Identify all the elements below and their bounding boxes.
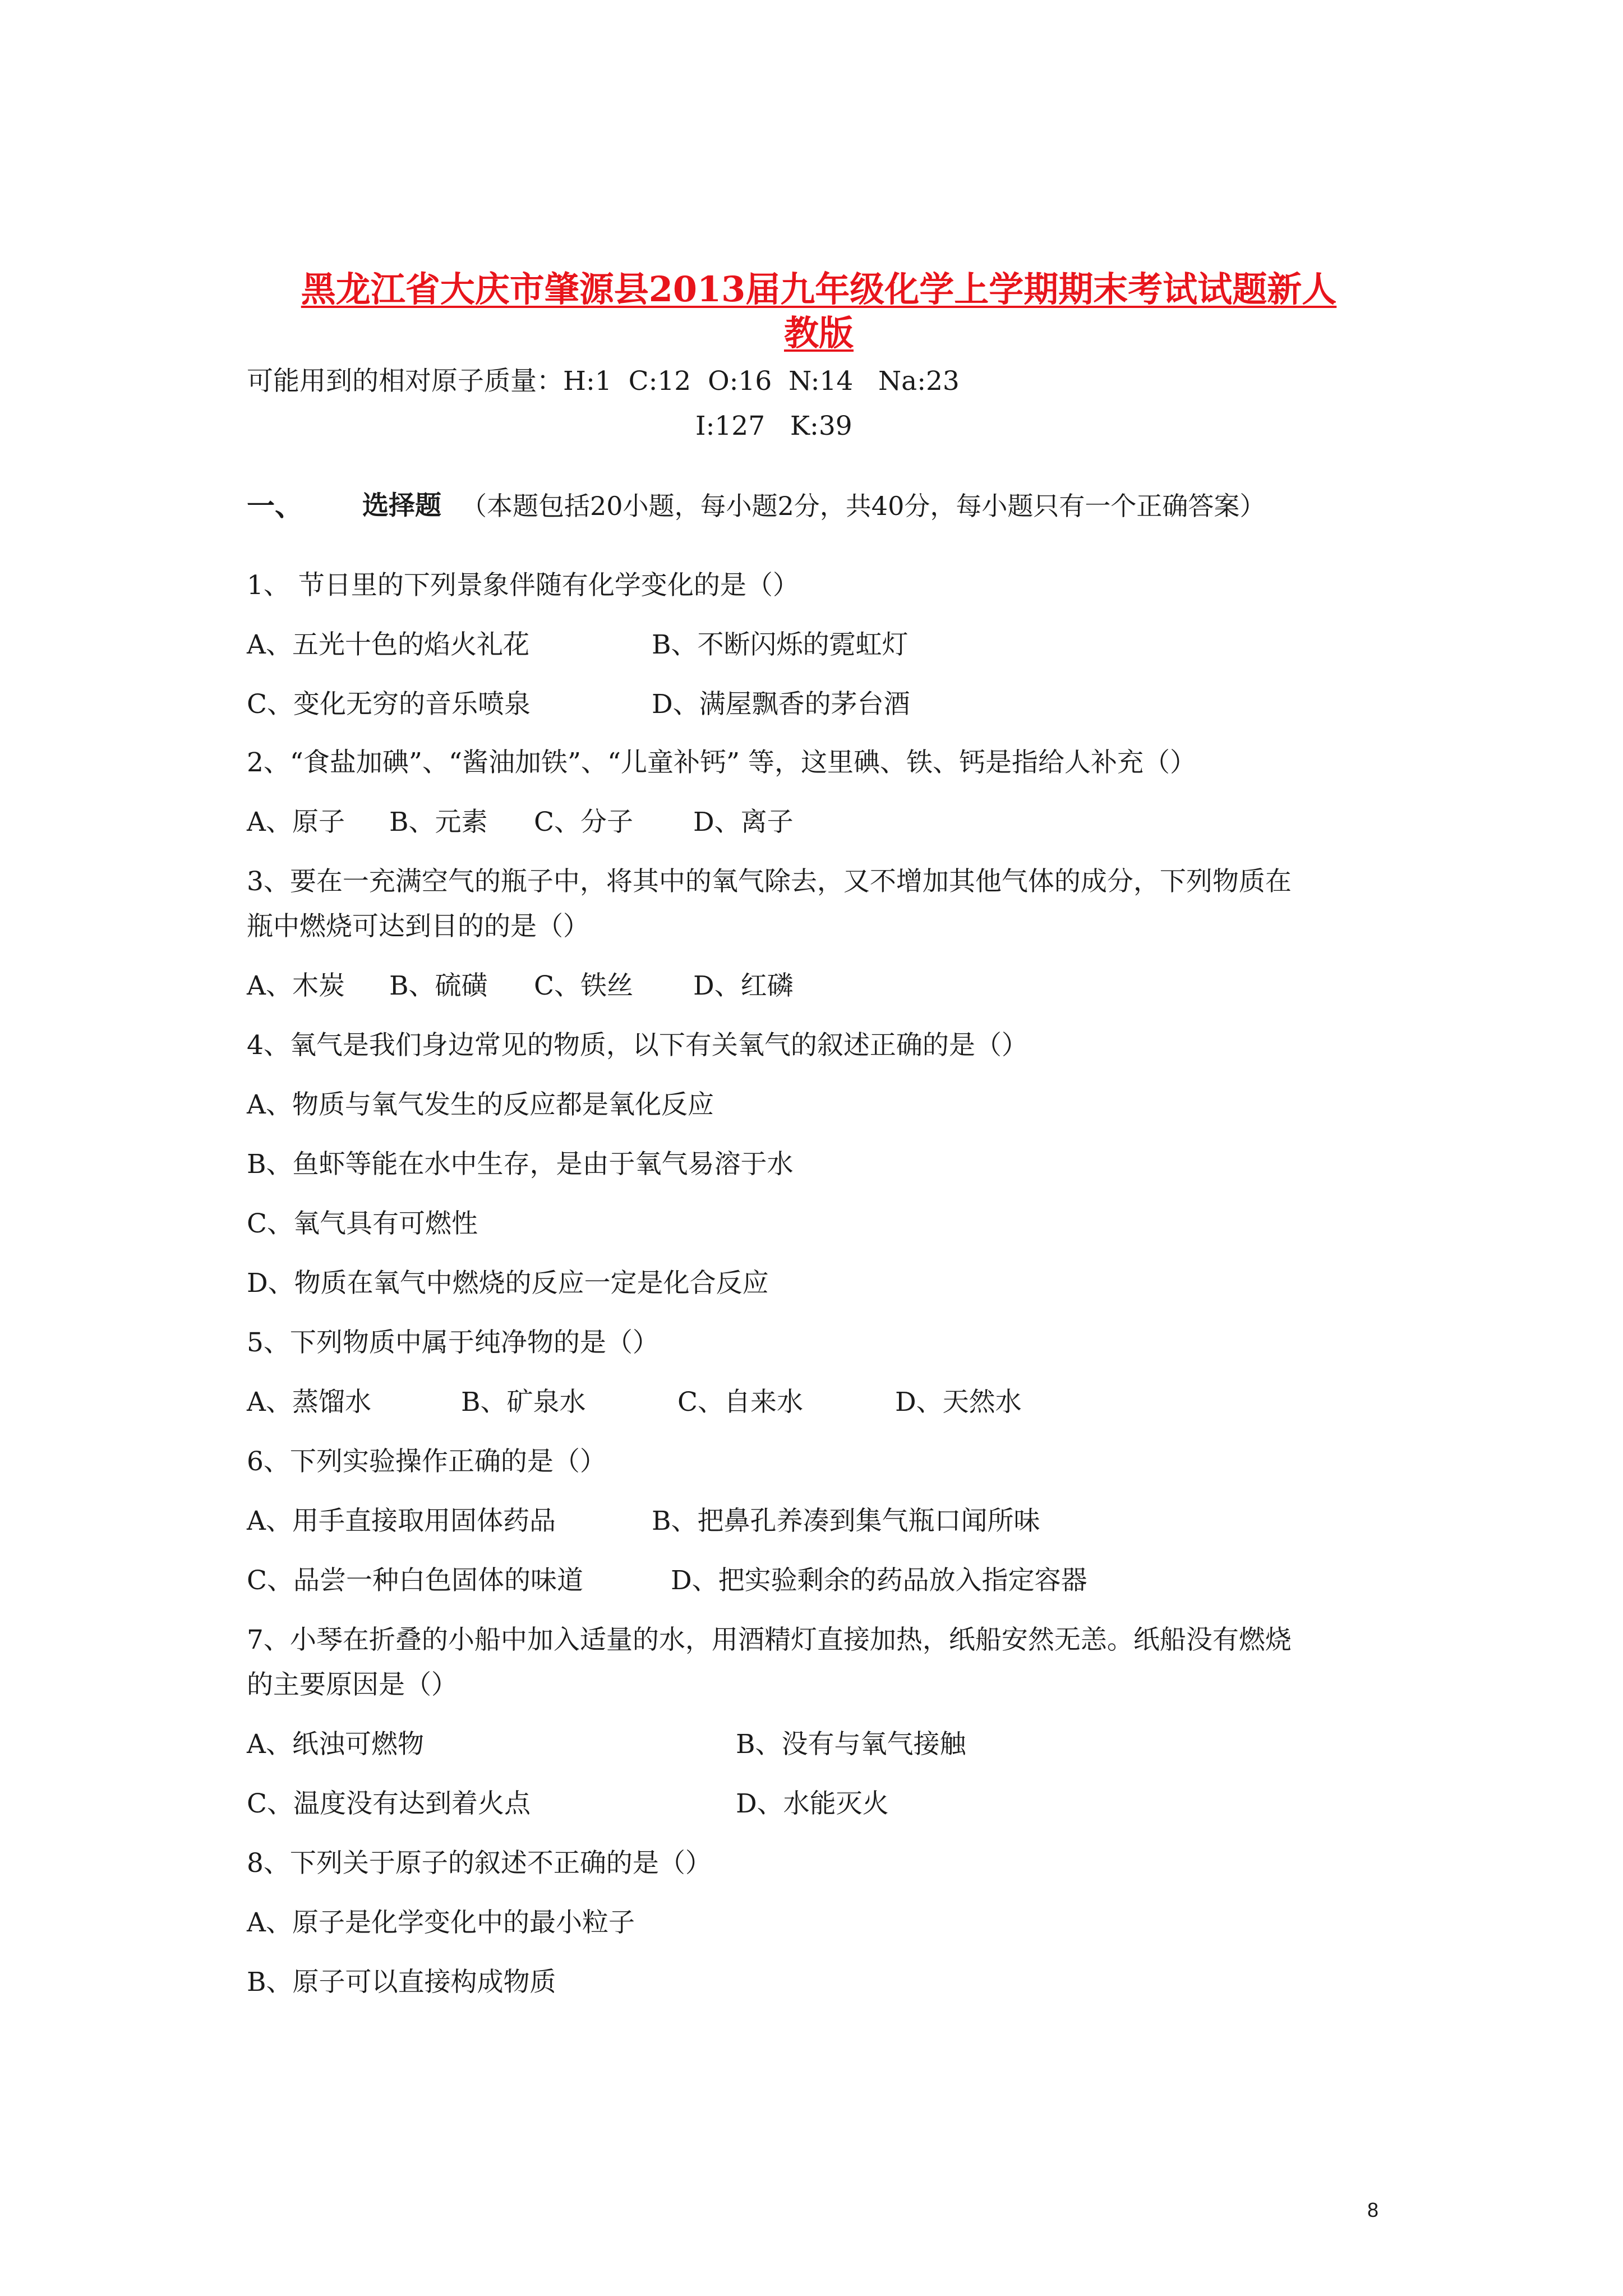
question-8-option-a: A、原子是化学变化中的最小粒子 [247, 1907, 635, 1938]
question-3-option-b: B、硫磺 [389, 970, 488, 1001]
question-5-option-a: A、蒸馏水 [247, 1387, 371, 1418]
question-3-option-d: D、红磷 [693, 970, 794, 1001]
question-1-option-b: B、不断闪烁的霓虹灯 [652, 629, 909, 660]
question-4-option-a: A、物质与氧气发生的反应都是氧化反应 [247, 1089, 714, 1120]
question-6-option-d: D、把实验剩余的药品放入指定容器 [671, 1565, 1087, 1596]
section-description: （本题包括20小题，每小题2分，共40分，每小题只有一个正确答案） [461, 491, 1266, 521]
atomic-mass-line-2: I:127 K:39 [695, 411, 852, 441]
question-8-option-b: B、原子可以直接构成物质 [247, 1967, 556, 1998]
question-6-option-b: B、把鼻孔养凑到集气瓶口闻所味 [652, 1506, 1040, 1536]
question-4-stem: 4、氧气是我们身边常见的物质，以下有关氧气的叙述正确的是（） [247, 1030, 1028, 1061]
exam-title-line-1: 黑龙江省大庆市肇源县2013届九年级化学上学期期末考试试题新人 [301, 269, 1337, 310]
question-4-option-b: B、鱼虾等能在水中生存，是由于氧气易溶于水 [247, 1149, 794, 1180]
question-7-stem-line-1: 7、小琴在折叠的小船中加入适量的水，用酒精灯直接加热，纸船安然无恙。纸船没有燃烧 [247, 1625, 1292, 1655]
question-1-option-c: C、变化无穷的音乐喷泉 [247, 689, 531, 720]
atomic-mass-line-1: 可能用到的相对原子质量：H:1 C:12 O:16 N:14 Na:23 [247, 366, 960, 397]
page-number: 8 [1367, 2198, 1379, 2221]
section-number: 一、 [247, 489, 303, 522]
question-3-stem-line-1: 3、要在一充满空气的瓶子中，将其中的氧气除去，又不增加其他气体的成分，下列物质在 [247, 866, 1292, 897]
question-6-option-c: C、品尝一种白色固体的味道 [247, 1565, 583, 1596]
question-5-stem: 5、下列物质中属于纯净物的是（） [247, 1327, 659, 1358]
question-4-option-c: C、氧气具有可燃性 [247, 1208, 478, 1239]
question-4-option-d: D、物质在氧气中燃烧的反应一定是化合反应 [247, 1268, 769, 1299]
question-6-stem: 6、下列实验操作正确的是（） [247, 1446, 606, 1477]
question-1-option-a: A、五光十色的焰火礼花 [247, 629, 529, 660]
question-7-option-b: B、没有与氧气接触 [736, 1729, 966, 1760]
question-2-option-c: C、分子 [534, 807, 633, 838]
question-8-stem: 8、下列关于原子的叙述不正确的是（） [247, 1848, 712, 1879]
question-2-option-d: D、离子 [693, 807, 794, 838]
question-3-option-c: C、铁丝 [534, 970, 633, 1001]
question-3-stem-line-2: 瓶中燃烧可达到目的的是（） [247, 911, 589, 942]
question-1-stem: 1、 节日里的下列景象伴随有化学变化的是（） [247, 570, 799, 601]
question-7-option-a: A、纸浊可燃物 [247, 1729, 424, 1760]
question-7-stem-line-2: 的主要原因是（） [247, 1669, 458, 1700]
section-title: 选择题 [362, 490, 441, 521]
question-3-option-a: A、木炭 [247, 970, 345, 1001]
question-5-option-b: B、矿泉水 [461, 1387, 586, 1418]
question-7-option-c: C、温度没有达到着火点 [247, 1788, 531, 1819]
question-2-stem: 2、“食盐加碘”、“酱油加铁”、“儿童补钙” 等，这里碘、铁、钙是指给人补充（） [247, 747, 1197, 778]
question-1-option-d: D、满屋飘香的茅台酒 [652, 689, 910, 720]
exam-title-line-2: 教版 [783, 312, 854, 353]
question-2-option-b: B、元素 [389, 807, 488, 838]
question-2-option-a: A、原子 [247, 807, 345, 838]
question-5-option-d: D、天然水 [895, 1387, 1022, 1418]
question-6-option-a: A、用手直接取用固体药品 [247, 1506, 556, 1536]
question-7-option-d: D、水能灭火 [736, 1788, 889, 1819]
question-5-option-c: C、自来水 [677, 1387, 803, 1418]
